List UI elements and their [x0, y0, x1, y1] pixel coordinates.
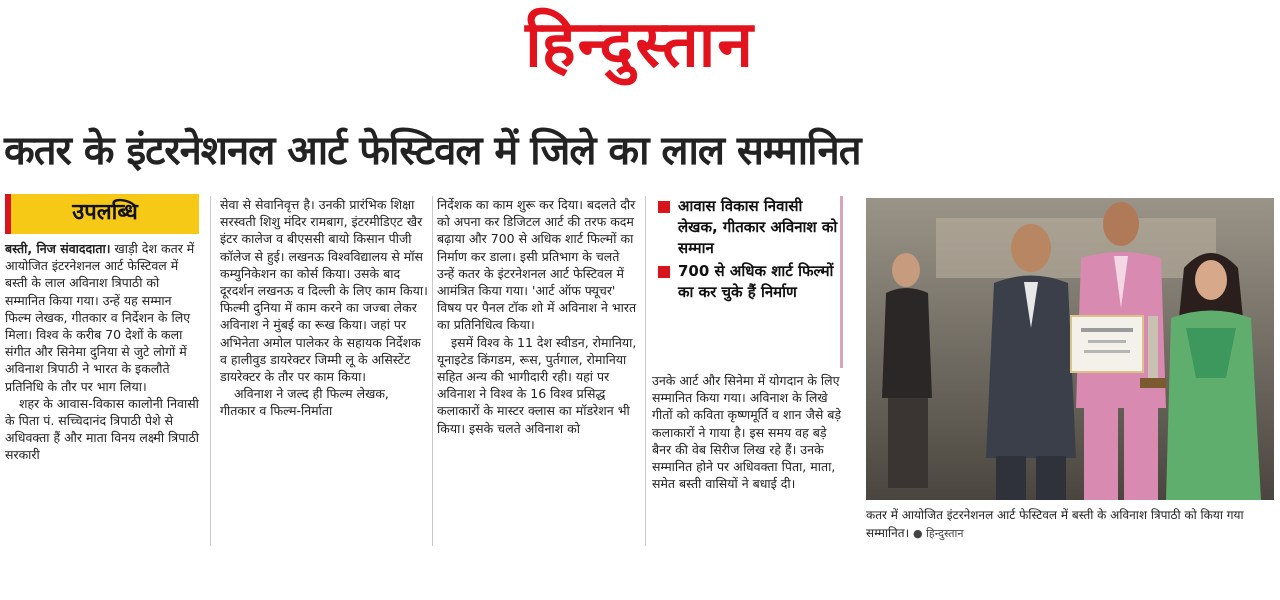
paragraph: इसमें विश्व के 11 देश स्वीडन, रोमानिया, यूनाइटेड किंगडम, रूस, पुर्तगाल, रोमानिया सहित अन्य की भागीदारी रही। यहां पर अविनाश ने विश्व के 16 विश्व प्रसिद्ध कलाकारों के मास्टर क्लास का मॉडरेशन भी किया। इसके चलते अविनाश को	[437, 334, 637, 436]
article-column-4	[652, 372, 848, 492]
article-column-1	[5, 240, 201, 464]
section-tag-label: उपलब्धि	[72, 200, 138, 225]
paragraph: उनके आर्ट और सिनेमा में योगदान के लिए सम्मानित किया गया। अविनाश के लिखे गीतों को कविता कृष्णमूर्ति व शान जैसे बड़े कलाकारों ने गाया है। इस समय वह बड़े बैनर की वेब सिरीज लिख रहे हैं। उनके सम्मानित होने पर अधिवक्ता पिता, माता, समेत बस्ती वासियों ने बधाई दी।	[652, 373, 842, 492]
dateline: बस्ती, निज संवाददाता।	[5, 241, 111, 256]
highlight-item	[652, 196, 840, 259]
highlight-text: 700 से अधिक शार्ट फिल्मों का कर चुके हैं निर्माण	[678, 262, 834, 301]
paragraph: शहर के आवास-विकास कालोनी निवासी के पिता पं. सच्चिदानंद त्रिपाठी पेशे से अधिवक्ता हैं और माता विनय लक्ष्मी त्रिपाठी सरकारी	[5, 395, 200, 463]
highlight-text: आवास विकास निवासी लेखक, गीतकार अविनाश को सम्मान	[678, 197, 838, 257]
bullet-square-icon	[658, 201, 670, 213]
column-divider	[645, 196, 646, 546]
paragraph-text: खाड़ी देश कतर में आयोजित इंटरनेशनल आर्ट फेस्टिवल में बस्ती के लाल अविनाश त्रिपाठी को सम्मानित किया गया। उन्हें यह सम्मान फिल्म लेखक, गीतकार व निर्देशन के लिए मिला। विश्व के करीब 70 देशों के कला संगीत और सिनेमा दुनिया से जुटे लोगों में अविनाश त्रिपाठी ने भारत के इकलौते प्रतिनिधि के तौर पर भाग लिया।	[5, 241, 195, 394]
photo-illustration	[866, 198, 1274, 500]
paragraph	[5, 240, 201, 395]
paragraph: अविनाश ने जल्द ही फिल्म लेखक, गीतकार व फिल्म-निर्माता	[220, 386, 389, 419]
paragraph: निर्देशक का काम शुरू कर दिया। बदलते दौर को अपना कर डिजिटल आर्ट की तरफ कदम बढ़ाया और 700 से अधिक शार्ट फिल्मों का निर्माण कर डाला। इसी प्रतिभाग के चलते उन्हें कतर के इंटरनेशनल आर्ट फेस्टिवल में आमंत्रित किया गया। 'आर्ट ऑफ फ्यूचर' विषय पर पैनल टॉक शो में अविनाश ने भारत का प्रतिनिधित्व किया।	[437, 197, 637, 333]
page-title: कतर के इंटरनेशनल आर्ट फेस्टिवल में जिले का लाल सम्मानित	[4, 128, 861, 174]
caption-text: कतर में आयोजित इंटरनेशनल आर्ट फेस्टिवल में बस्ती के अविनाश त्रिपाठी को किया गया सम्मानित।	[866, 508, 1244, 540]
news-photo	[866, 198, 1274, 500]
bullet-square-icon	[658, 266, 670, 278]
column-divider	[432, 196, 433, 546]
highlight-item	[652, 261, 840, 303]
masthead-logo: हिन्दुस्तान	[525, 7, 755, 82]
article-column-2	[220, 196, 428, 420]
section-tag	[5, 194, 199, 234]
photo-credit: ● हिन्दुस्तान	[912, 527, 964, 540]
highlights-box	[652, 196, 843, 368]
paragraph: सेवा से सेवानिवृत्त है। उनकी प्रारंभिक शिक्षा सरस्वती शिशु मंदिर रामबाग, इंटरमीडिएट खैर इंटर कालेज व बीएससी बायो किसान पीजी कॉलेज से हुई। लखनऊ विश्वविद्यालय से मॉस कम्युनिकेशन का कोर्स किया। उसके बाद दूरदर्शन लखनऊ व दिल्ली के लिए काम किया। फिल्मी दुनिया में काम करने का जज्बा लेकर अविनाश ने मुंबई का रूख किया। जहां पर अभिनेता अमोल पालेकर के सहायक निर्देशक व हालीवुड डायरेक्टर जिम्मी लू के असिस्टेंट डायरेक्टर के तौर पर काम किया।	[220, 197, 428, 385]
photo-caption	[866, 506, 1274, 543]
column-divider	[210, 196, 211, 546]
article-column-3	[437, 196, 639, 437]
